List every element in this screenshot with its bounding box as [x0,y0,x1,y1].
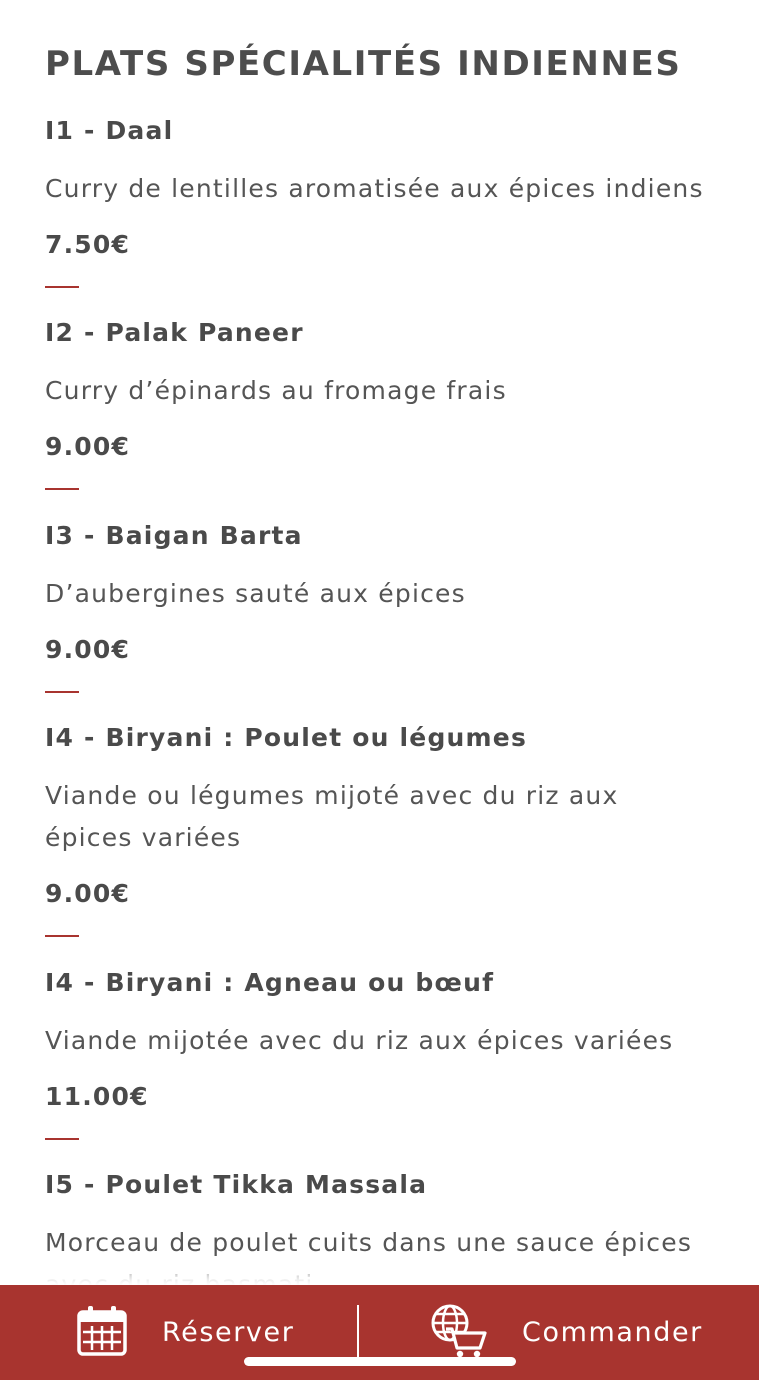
item-price: 9.00€ [45,635,131,664]
item-description: D’aubergines sauté aux épices [45,579,466,608]
item-price: 9.00€ [45,879,131,908]
item-description: Curry de lentilles aromatisée aux épices indiens [45,174,704,203]
menu-item [45,723,735,937]
menu-item [45,318,735,490]
item-name: I3 - Baigan Barta [45,521,303,550]
section-title: PLATS SPÉCIALITÉS INDIENNES [45,44,682,84]
item-divider [45,935,79,937]
home-indicator [244,1357,516,1366]
bottom-bar-fade [0,1262,759,1286]
item-price: 7.50€ [45,230,131,259]
item-name: I4 - Biryani : Agneau ou bœuf [45,968,495,997]
menu-item [45,968,735,1140]
reserve-label: Réserver [162,1317,295,1348]
item-description: Viande ou légumes mijoté avec du riz aux épices variées [45,781,619,852]
item-name: I2 - Palak Paneer [45,318,304,347]
item-name: I4 - Biryani : Poulet ou légumes [45,723,528,752]
item-name: I5 - Poulet Tikka Massala [45,1170,428,1199]
calendar-icon [76,1305,128,1361]
item-name: I1 - Daal [45,116,174,145]
globe-cart-icon [430,1303,488,1363]
menu-item [45,521,735,693]
item-divider [45,286,79,288]
item-description: Morceau de poulet cuits dans une sauce épices [45,1228,693,1257]
item-divider [45,691,79,693]
item-description: Viande mijotée avec du riz aux épices variées [45,1026,674,1055]
item-divider [45,1138,79,1140]
item-description: Curry d’épinards au fromage frais [45,376,507,405]
menu-list [45,0,735,1380]
bar-separator [357,1305,359,1357]
item-price: 11.00€ [45,1082,149,1111]
item-price: 9.00€ [45,432,131,461]
item-divider [45,488,79,490]
menu-item [45,116,735,288]
order-label: Commander [522,1317,703,1348]
